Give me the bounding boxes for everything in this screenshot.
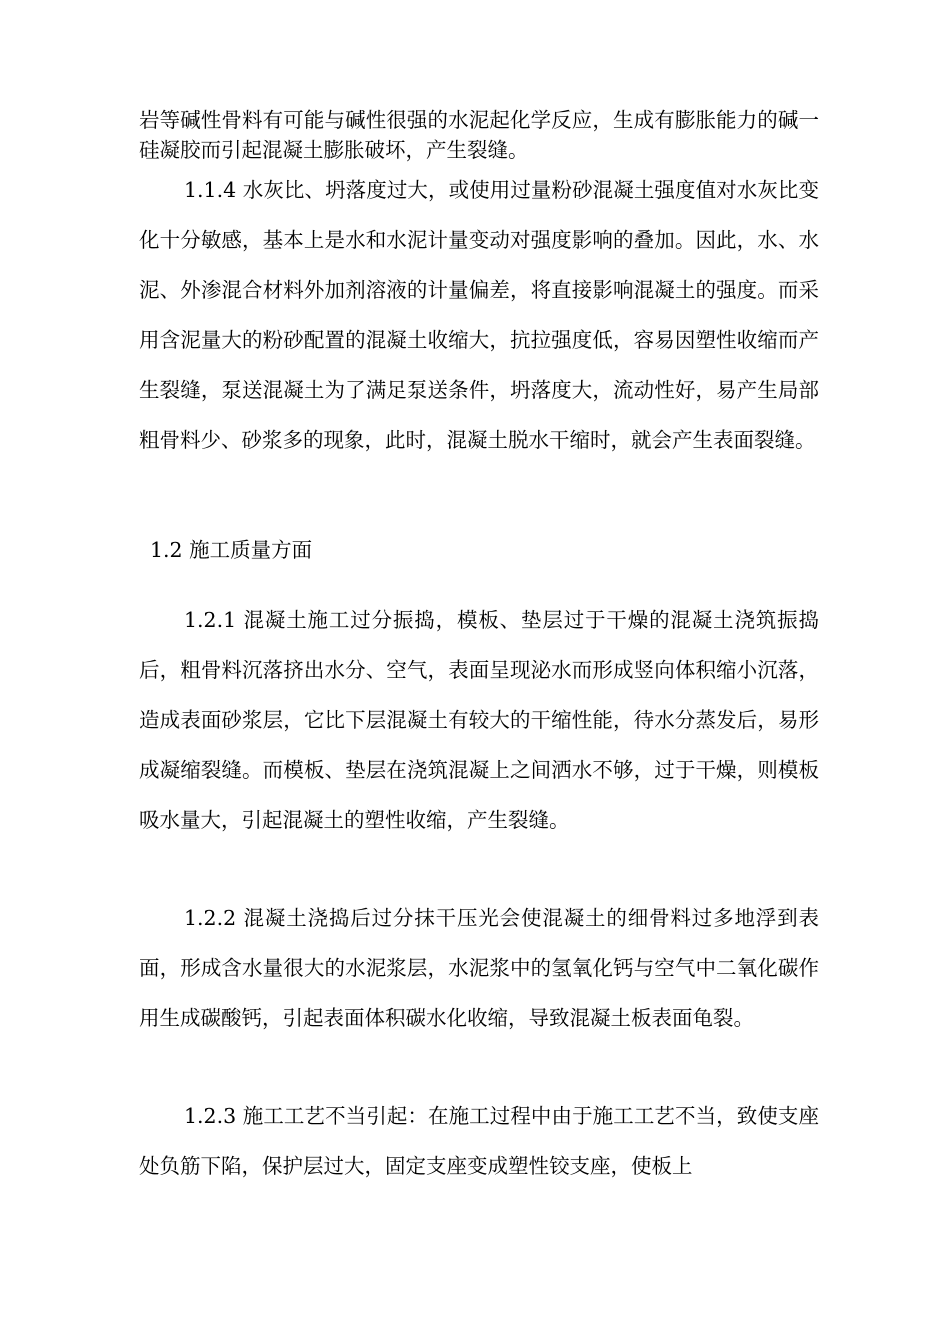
section-heading-1-2: 1.2 施工质量方面	[150, 538, 313, 562]
paragraph-1-2-2: 1.2.2 混凝土浇捣后过分抹干压光会使混凝土的细骨料过多地浮到表面，形成含水量很大的水泥浆层，水泥浆中的氢氧化钙与空气中二氧化碳作用生成碳酸钙，引起表面体积碳水化收缩，导致混凝土板表面龟裂。	[139, 906, 819, 1030]
paragraph-1-2-3: 1.2.3 施工工艺不当引起：在施工过程中由于施工工艺不当，致使支座处负筋下陷，保护层过大，固定支座变成塑性铰支座，使板上	[139, 1104, 819, 1178]
paragraph-1-2-1: 1.2.1 混凝土施工过分振捣，模板、垫层过于干燥的混凝土浇筑振捣后，粗骨料沉落挤出水分、空气，表面呈现泌水而形成竖向体积缩小沉落，造成表面砂浆层，它比下层混凝土有较大的干缩性能，待水分蒸发后，易形成凝缩裂缝。而模板、垫层在浇筑混凝上之间洒水不够，过于干燥，则模板吸水量大，引起混凝土的塑性收缩，产生裂缝。	[139, 608, 819, 832]
paragraph-1-1-4: 1.1.4 水灰比、坍落度过大，或使用过量粉砂混凝土强度值对水灰比变化十分敏感，基本上是水和水泥计量变动对强度影响的叠加。因此，水、水泥、外渗混合材料外加剂溶液的计量偏差，将直接影响混凝土的强度。而采用含泥量大的粉砂配置的混凝土收缩大，抗拉强度低，容易因塑性收缩而产生裂缝，泵送混凝土为了满足泵送条件，坍落度大，流动性好，易产生局部粗骨料少、砂浆多的现象，此时，混凝土脱水干缩时，就会产生表面裂缝。	[139, 178, 819, 452]
paragraph-alkali-reaction: 岩等碱性骨料有可能与碱性很强的水泥起化学反应，生成有膨胀能力的碱一硅凝胶而引起混凝土膨胀破坏，产生裂缝。	[139, 108, 819, 162]
